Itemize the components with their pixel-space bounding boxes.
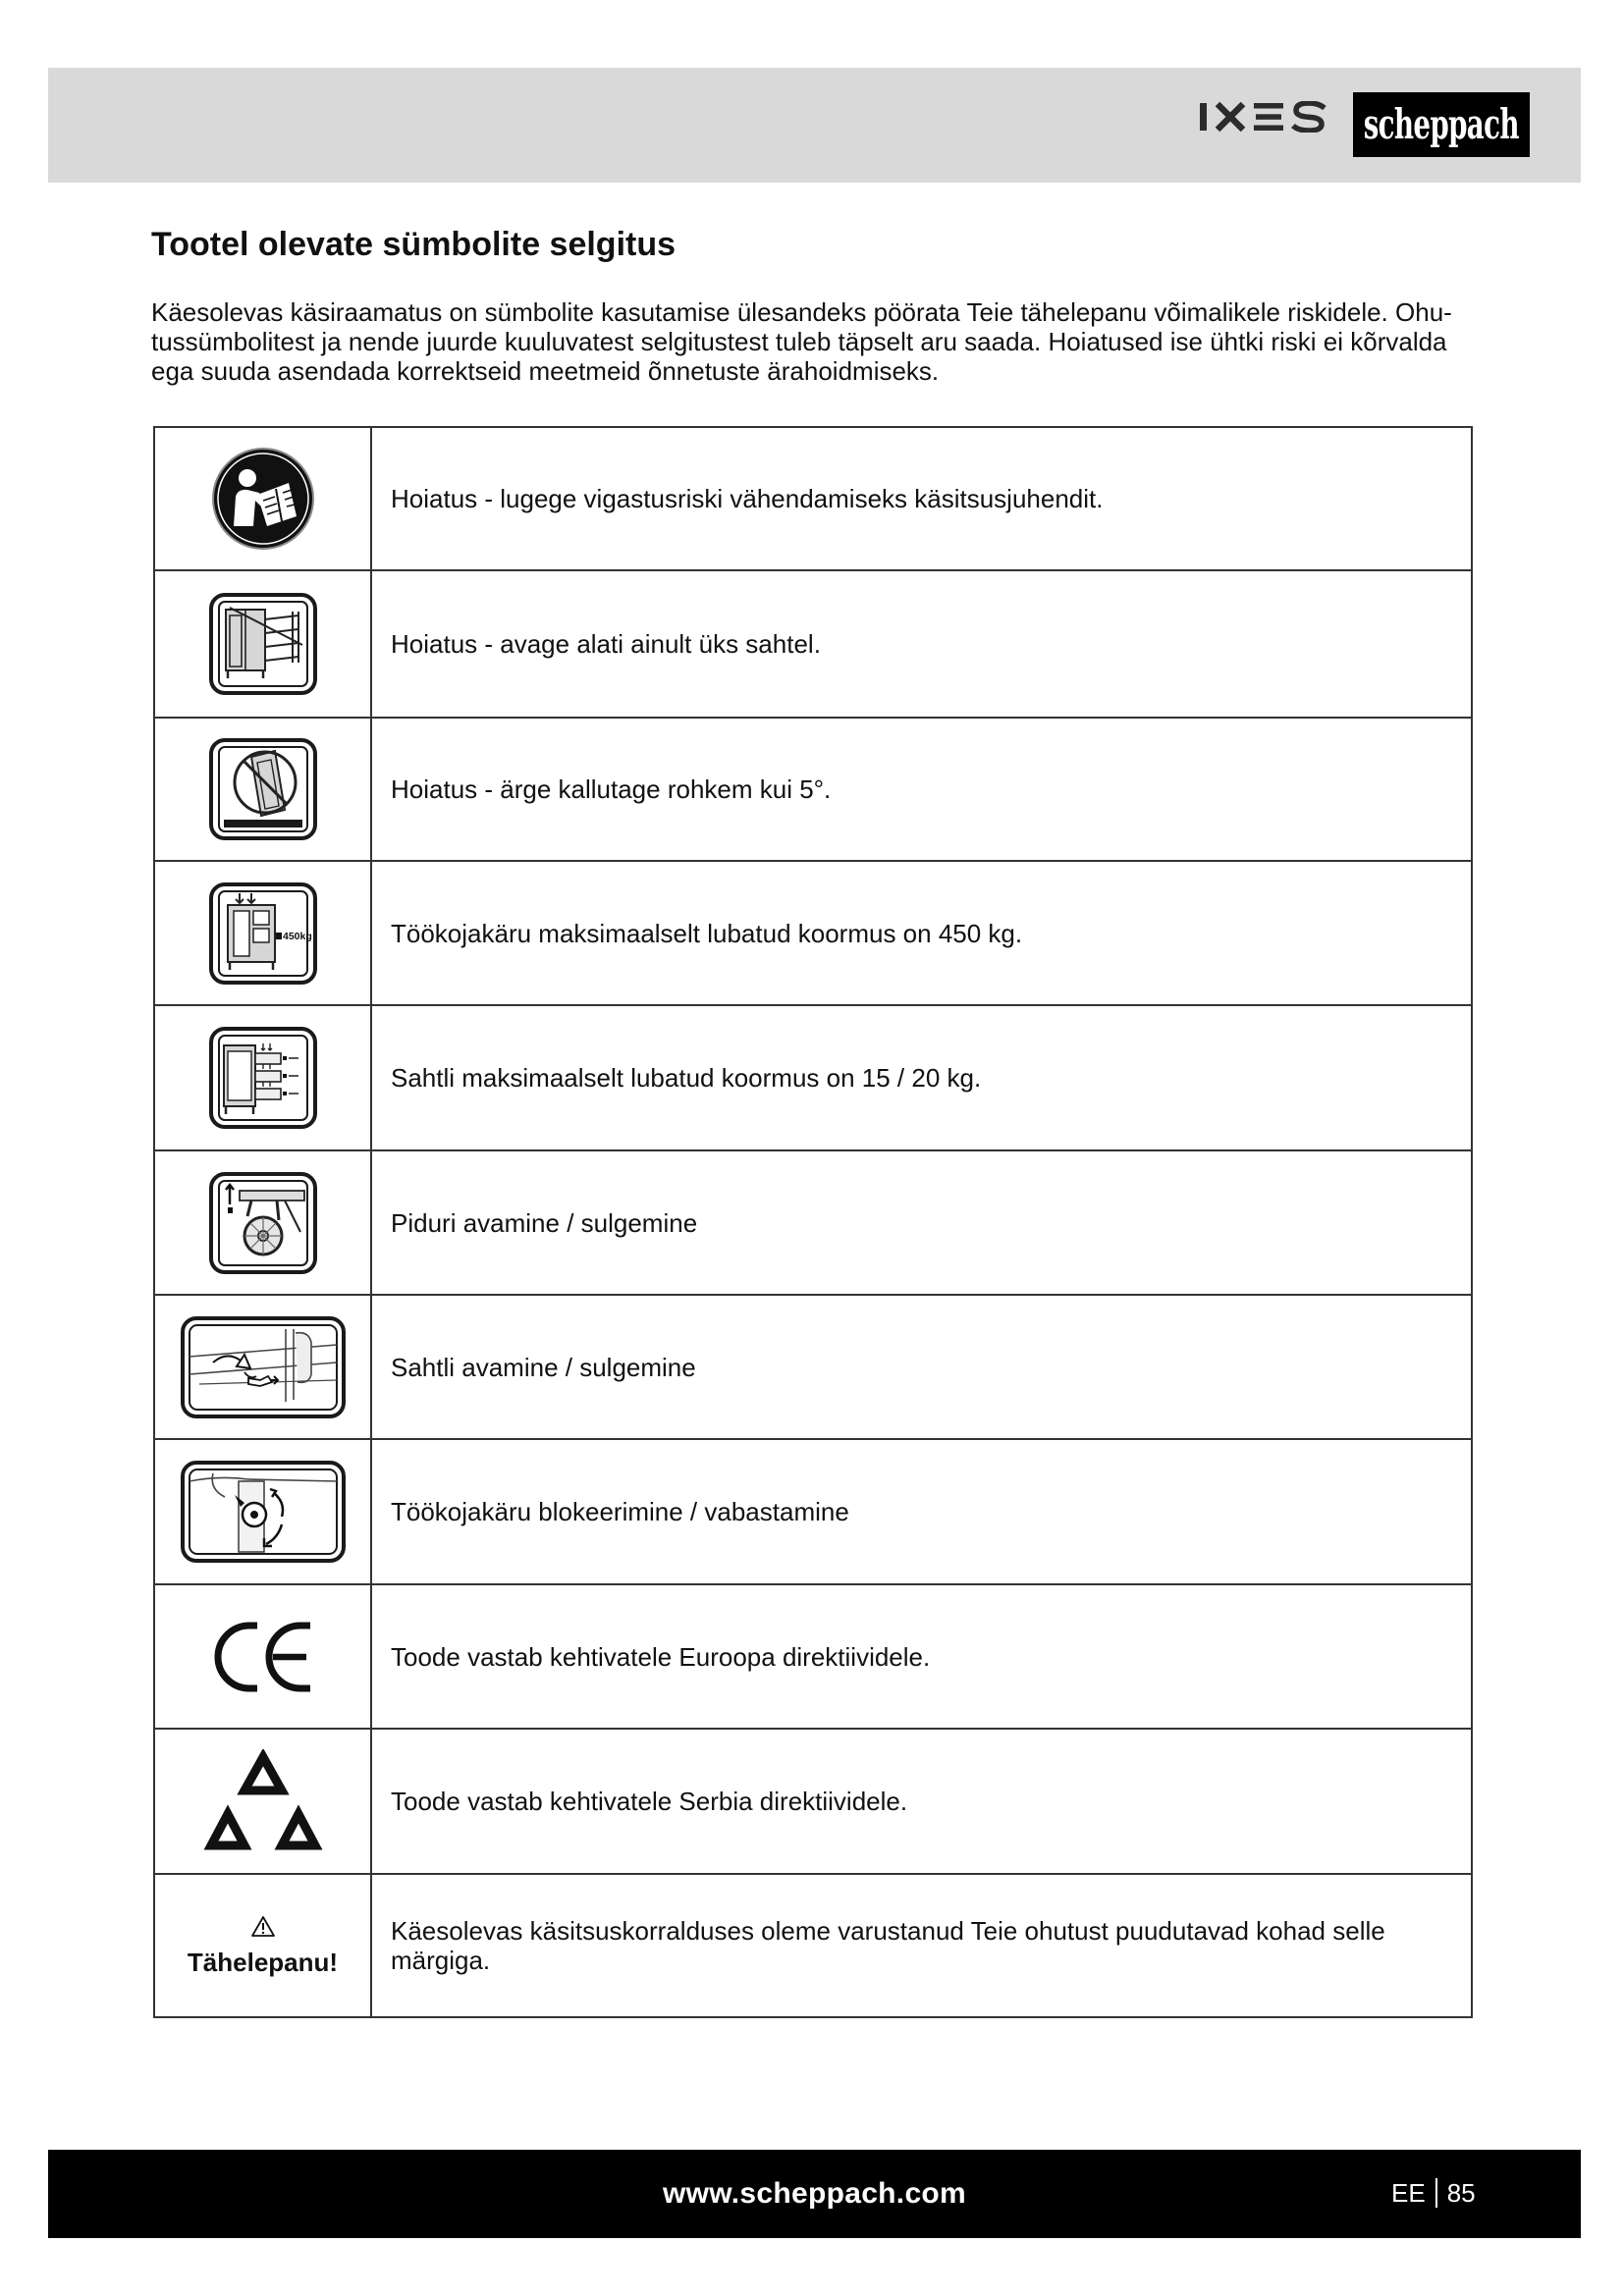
- cart-lock-icon: [180, 1460, 347, 1564]
- attention-label: Tähelepanu!: [187, 1947, 339, 1977]
- scheppach-logo: [1353, 92, 1530, 157]
- attention-marker: [155, 1915, 370, 1977]
- symbol-icon-cell: [154, 718, 371, 861]
- symbol-description: Hoiatus - lugege vigastusriski vähendamiseks käsitsusjuhendit.: [371, 427, 1472, 570]
- symbol-row: [154, 570, 1472, 718]
- symbol-icon-cell: [154, 1729, 371, 1874]
- ce-mark-icon: [212, 1620, 314, 1694]
- open-one-drawer-icon: [208, 592, 318, 696]
- intro-paragraph: [151, 297, 1452, 386]
- symbol-icon-cell: [154, 427, 371, 570]
- symbol-description: Sahtli avamine / sulgemine: [371, 1295, 1472, 1439]
- max-load-cart-icon: [208, 881, 318, 986]
- symbol-row: [154, 1439, 1472, 1584]
- symbol-description: Käesolevas käsitsuskorralduses oleme varustanud Teie ohutust puudutavad kohad selle märgiga.: [371, 1874, 1472, 2017]
- intro-line: tussümbolitest ja nende juurde kuuluvatest selgitustest tuleb täpselt aru saada. Hoiatused ise ühtki riski ei kõrvalda: [151, 327, 1447, 356]
- symbol-row: [154, 1005, 1472, 1150]
- symbol-row: [154, 1295, 1472, 1439]
- symbol-row: [154, 1150, 1472, 1295]
- max-load-icon-label: 450kg: [282, 930, 312, 942]
- symbol-description: Hoiatus - avage alati ainult üks sahtel.: [371, 570, 1472, 718]
- symbol-icon-cell: [154, 1150, 371, 1295]
- symbol-description: Töökojakäru blokeerimine / vabastamine: [371, 1439, 1472, 1584]
- symbol-row: [154, 1729, 1472, 1874]
- scheppach-logo-text: scheppach: [1363, 100, 1520, 148]
- symbol-row: [154, 1874, 1472, 2017]
- symbols-table: [153, 426, 1473, 2018]
- serbia-conformity-icon: [203, 1749, 323, 1853]
- brake-wheel-icon: [208, 1171, 318, 1275]
- no-tilt-icon: [208, 737, 318, 841]
- symbol-row: [154, 861, 1472, 1005]
- symbol-icon-cell: [154, 861, 371, 1005]
- footer-divider: [1435, 2178, 1437, 2208]
- ixes-logo: [1199, 101, 1331, 133]
- symbol-description: Hoiatus - ärge kallutage rohkem kui 5°.: [371, 718, 1472, 861]
- page-header: [48, 68, 1581, 183]
- footer-page-info: [1391, 2177, 1476, 2209]
- symbol-row: [154, 427, 1472, 570]
- warning-triangle-icon: [250, 1915, 276, 1938]
- symbol-row: [154, 1584, 1472, 1729]
- intro-line: Käesolevas käsiraamatus on sümbolite kasutamise ülesandeks pöörata Teie tähelepanu võimalikele riskidele. Ohu-: [151, 297, 1452, 327]
- symbol-icon-cell: [154, 1295, 371, 1439]
- symbol-description: Töökojakäru maksimaalselt lubatud koormus on 450 kg.: [371, 861, 1472, 1005]
- footer-language: EE: [1391, 2177, 1426, 2208]
- symbol-description: Sahtli maksimaalselt lubatud koormus on 15 / 20 kg.: [371, 1005, 1472, 1150]
- page-footer: [48, 2150, 1581, 2238]
- symbol-description: Piduri avamine / sulgemine: [371, 1150, 1472, 1295]
- read-manual-icon: [210, 446, 316, 552]
- intro-line: ega suuda asendada korrektseid meetmeid õnnetuste ärahoidmiseks.: [151, 356, 940, 386]
- symbol-icon-cell: [154, 1584, 371, 1729]
- symbol-icon-cell: [154, 570, 371, 718]
- symbol-icon-cell: [154, 1439, 371, 1584]
- footer-website-link[interactable]: www.scheppach.com: [662, 2177, 967, 2210]
- page-title: Tootel olevate sümbolite selgitus: [151, 226, 677, 263]
- footer-page-number: 85: [1446, 2177, 1476, 2208]
- symbol-row: [154, 718, 1472, 861]
- symbol-icon-cell: [154, 1874, 371, 2017]
- symbol-icon-cell: [154, 1005, 371, 1150]
- drawer-load-icon: [208, 1026, 318, 1130]
- symbol-description: Toode vastab kehtivatele Euroopa direktiividele.: [371, 1584, 1472, 1729]
- drawer-open-close-icon: [180, 1315, 347, 1419]
- symbol-description: Toode vastab kehtivatele Serbia direktiividele.: [371, 1729, 1472, 1874]
